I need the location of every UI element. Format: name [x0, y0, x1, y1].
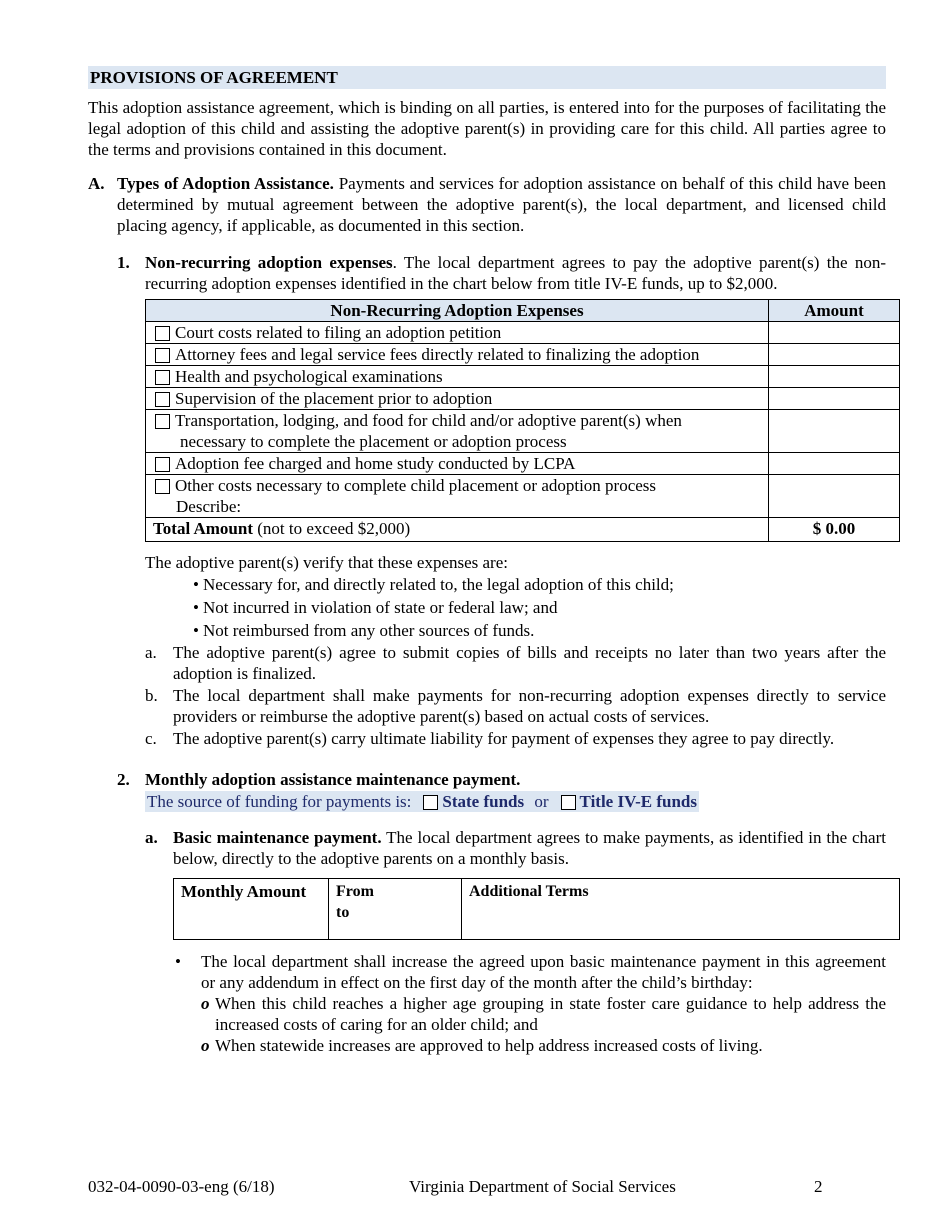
- table-row: [146, 344, 900, 366]
- expense-label: Transportation, lodging, and food for child and/or adoptive parent(s) when: [175, 411, 682, 430]
- total-label: Total Amount: [153, 519, 253, 538]
- expense-label: Other costs necessary to complete child placement or adoption process: [175, 476, 657, 495]
- amount-cell[interactable]: [769, 388, 900, 410]
- expense-checkbox[interactable]: [155, 457, 170, 472]
- sub-item-c: [145, 728, 886, 749]
- total-row: [146, 518, 900, 542]
- to-label: to: [336, 904, 350, 921]
- increase-sub-item: [201, 1035, 886, 1056]
- bullet-icon: •: [175, 952, 181, 971]
- list-item: • Not reimbursed from any other sources of funds.: [193, 619, 886, 642]
- total-note: (not to exceed $2,000): [252, 519, 411, 538]
- funding-source-row: [145, 791, 699, 812]
- increase-text: The local department shall increase the agreed upon basic maintenance payment in this agreement or any addendum in effect on the first day of the month after the child’s birthday:: [201, 952, 886, 992]
- sub-item-text: The adoptive parent(s) carry ultimate liability for payment of expenses they agree to pay directly.: [173, 729, 835, 748]
- amount-column-header: Amount: [769, 300, 900, 322]
- expense-label: Health and psychological examinations: [175, 367, 443, 386]
- amount-cell[interactable]: [769, 344, 900, 366]
- sub-item-b: [145, 685, 886, 727]
- monthly-amount-header: Monthly Amount: [181, 882, 307, 901]
- table-row: [146, 410, 900, 453]
- list-item: • Not incurred in violation of state or federal law; and: [193, 596, 886, 619]
- from-label: From: [336, 883, 374, 900]
- expense-checkbox[interactable]: [155, 348, 170, 363]
- item-1-text: . The local department agrees to pay the adoptive parent(s) the non-recurring adoption expenses identified in the chart below from title IV-E funds, up to $2,000.: [145, 253, 886, 293]
- table-row: [146, 388, 900, 410]
- section-a-heading: Types of Adoption Assistance.: [117, 174, 334, 193]
- basic-heading: Basic maintenance payment.: [173, 828, 382, 847]
- item-1-number: 1.: [117, 253, 130, 272]
- sub-item-text: The local department shall make payments for non-recurring adoption expenses directly to service providers or reimburse the adoptive parent(s) based on actual costs of services.: [173, 686, 886, 726]
- funding-prefix: The source of funding for payments is:: [147, 792, 412, 811]
- item-1: [117, 252, 886, 294]
- state-funds-checkbox[interactable]: [423, 795, 438, 810]
- expense-label: Attorney fees and legal service fees directly related to finalizing the adoption: [175, 345, 700, 364]
- verify-list: [193, 573, 886, 642]
- intro-paragraph: This adoption assistance agreement, which is binding on all parties, is entered into for the purposes of facilitating the legal adoption of this child and assisting the adoptive parent(s) in providing care for this child. All parties agree to the terms and provisions contained in this document.: [88, 98, 886, 159]
- basic-item-label: a.: [145, 828, 158, 847]
- basic-maintenance-item: [145, 827, 886, 869]
- expense-checkbox[interactable]: [155, 392, 170, 407]
- amount-cell[interactable]: [769, 410, 900, 453]
- nonrecurring-expenses-table: [145, 299, 900, 542]
- title-ive-label: Title IV-E funds: [579, 792, 697, 811]
- monthly-amount-cell[interactable]: [174, 879, 329, 940]
- circle-bullet-icon: o: [201, 994, 210, 1013]
- date-range-cell[interactable]: [329, 879, 462, 940]
- table-row: [174, 879, 900, 940]
- increase-sub-item: [201, 993, 886, 1035]
- describe-label: Describe:: [176, 497, 242, 516]
- document-page: [88, 66, 886, 1056]
- table-row: [146, 453, 900, 475]
- table-row: [146, 366, 900, 388]
- page-number: 2: [814, 1177, 823, 1196]
- section-title: PROVISIONS OF AGREEMENT: [88, 66, 886, 89]
- sub-item-label: b.: [145, 686, 158, 705]
- increase-sub-text: When this child reaches a higher age grouping in state foster care guidance to help address the increased costs of caring for an older child; and: [215, 994, 886, 1034]
- amount-cell[interactable]: [769, 475, 900, 518]
- basic-text: The local department agrees to make payments, as identified in the chart below, directly to the adoptive parents on a monthly basis.: [173, 828, 886, 868]
- or-label: or: [534, 792, 549, 811]
- amount-cell[interactable]: [769, 453, 900, 475]
- item-2: [117, 769, 886, 812]
- section-a-number: A.: [88, 174, 105, 193]
- table-header-row: [146, 300, 900, 322]
- expenses-column-header: Non-Recurring Adoption Expenses: [146, 300, 769, 322]
- expense-label: Court costs related to filing an adoption petition: [175, 323, 502, 342]
- additional-terms-cell[interactable]: [462, 879, 900, 940]
- amount-cell[interactable]: [769, 366, 900, 388]
- expense-label: Supervision of the placement prior to adoption: [175, 389, 493, 408]
- title-ive-checkbox[interactable]: [561, 795, 576, 810]
- expense-checkbox[interactable]: [155, 479, 170, 494]
- sub-item-text: The adoptive parent(s) agree to submit copies of bills and receipts no later than two years after the adoption is finalized.: [173, 643, 886, 683]
- table-row: [146, 475, 900, 518]
- item-2-number: 2.: [117, 770, 130, 789]
- state-funds-label: State funds: [442, 792, 525, 811]
- expense-checkbox[interactable]: [155, 326, 170, 341]
- circle-bullet-icon: o: [201, 1036, 210, 1055]
- total-amount-value: $ 0.00: [769, 518, 900, 542]
- expense-label: Adoption fee charged and home study conducted by LCPA: [175, 454, 576, 473]
- expense-checkbox[interactable]: [155, 414, 170, 429]
- item-2-heading: Monthly adoption assistance maintenance payment.: [145, 770, 521, 789]
- amount-cell[interactable]: [769, 322, 900, 344]
- list-item: • Necessary for, and directly related to, the legal adoption of this child;: [193, 573, 886, 596]
- section-a-text: Payments and services for adoption assistance on behalf of this child have been determined by mutual agreement between the adoptive parent(s), the local department, and licensed child placing agency, if applicable, as documented in this section.: [117, 174, 886, 235]
- item-1-heading: Non-recurring adoption expenses: [145, 253, 393, 272]
- sub-item-a: [145, 642, 886, 684]
- table-row: [146, 322, 900, 344]
- section-a: [88, 173, 886, 236]
- increase-sub-text: When statewide increases are approved to help address increased costs of living.: [215, 1036, 763, 1055]
- verify-intro: The adoptive parent(s) verify that these expenses are:: [145, 553, 508, 572]
- sub-item-label: a.: [145, 643, 157, 662]
- additional-terms-header: Additional Terms: [469, 883, 589, 900]
- increase-item: [173, 951, 886, 1056]
- expense-label-continued: necessary to complete the placement or adoption process: [180, 432, 567, 451]
- expense-checkbox[interactable]: [155, 370, 170, 385]
- agency-name: Virginia Department of Social Services: [409, 1177, 676, 1196]
- sub-item-label: c.: [145, 729, 157, 748]
- form-id: 032-04-0090-03-eng (6/18): [88, 1177, 275, 1196]
- monthly-payment-table: [173, 878, 900, 940]
